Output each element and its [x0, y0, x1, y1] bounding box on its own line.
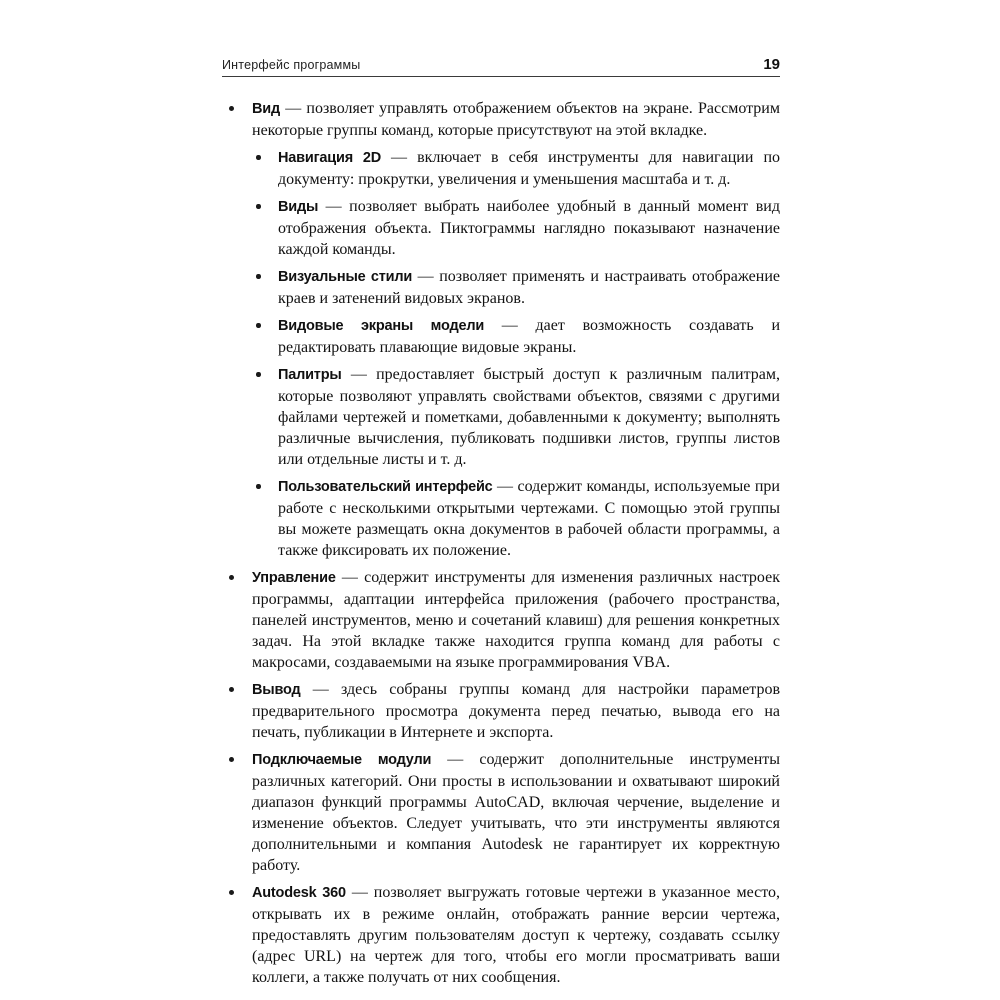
- term-label: Палитры: [278, 367, 342, 383]
- item-text: — содержит инструменты для изменения различных настроек программы, адаптации интерфейса приложения (рабочего пространства, панелей инструментов, меню и сочетаний клавиш) для решения конкретных задач. На этой вкладке также находится группа команд для работы с макросами, создаваемыми на языке программирования VBA.: [252, 569, 780, 671]
- item-text: — содержит команды, используемые при работе с несколькими открытыми чертежами. С помощью этой группы вы можете размещать окна документов в рабочей области программы, а также фиксировать их положение.: [278, 478, 780, 559]
- term-label: Навигация 2D: [278, 150, 381, 166]
- item-text: — включает в себя инструменты для навигации по документу: прокрутки, увеличения и уменьшения масштаба и т. д.: [278, 149, 780, 188]
- list-item: [222, 882, 780, 988]
- term-label: Autodesk 360: [252, 885, 346, 901]
- running-title: Интерфейс программы: [222, 58, 361, 72]
- item-text: — дает возможность создавать и редактировать плавающие видовые экраны.: [278, 317, 780, 356]
- item-text: — здесь собраны группы команд для настройки параметров предварительного просмотра документа перед печатью, вывода его на печать, публикации в Интернете и экспорта.: [252, 681, 780, 741]
- bullet-icon: [256, 204, 261, 209]
- item-text: — позволяет выбрать наиболее удобный в данный момент вид отображения объекта. Пиктограммы наглядно показывают назначение каждой команды.: [278, 198, 780, 258]
- sub-list-item: [256, 364, 780, 470]
- page-content: [222, 98, 780, 994]
- term-label: Пользовательский интерфейс: [278, 479, 493, 495]
- term-label: Вид: [252, 101, 280, 117]
- item-text: — позволяет применять и настраивать отображение краев и затенений видовых экранов.: [278, 268, 780, 307]
- bullet-icon: [229, 687, 234, 692]
- list-item: [222, 679, 780, 743]
- item-text: — позволяет выгружать готовые чертежи в указанное место, открывать их в режиме онлайн, отображать ранние версии чертежа, предоставлять другим пользователям доступ к чертежу, создавать ссылку (адрес URL) на чертеж для того, чтобы его могли просматривать ваши коллеги, а также получать от них сообщения.: [252, 884, 780, 986]
- page-header: [222, 56, 780, 73]
- bullet-icon: [229, 757, 234, 762]
- sub-list-item: [256, 476, 780, 561]
- bullet-icon: [256, 155, 261, 160]
- sub-list-item: [256, 315, 780, 358]
- item-text: — содержит дополнительные инструменты различных категорий. Они просты в использовании и охватывают широкий диапазон функций программы AutoCAD, включая черчение, выделение и изменение объектов. Следует учитывать, что эти инструменты являются дополнительными и компания Autodesk не гарантирует их корректную работу.: [252, 751, 780, 874]
- bullet-icon: [229, 890, 234, 895]
- page-number: 19: [763, 56, 780, 73]
- term-label: Видовые экраны модели: [278, 318, 485, 334]
- bullet-icon: [256, 323, 261, 328]
- bullet-icon: [256, 274, 261, 279]
- bullet-icon: [256, 484, 261, 489]
- item-text: — позволяет управлять отображением объектов на экране. Рассмотрим некоторые группы команд, которые присутствуют на этой вкладке.: [252, 100, 780, 139]
- term-label: Управление: [252, 570, 336, 586]
- sub-list-item: [256, 196, 780, 260]
- term-label: Виды: [278, 199, 319, 215]
- sub-list-item: [256, 147, 780, 190]
- sub-list: [256, 147, 780, 561]
- bullet-icon: [229, 575, 234, 580]
- bullet-icon: [229, 106, 234, 111]
- item-text: — предоставляет быстрый доступ к различным палитрам, которые позволяют управлять свойствами объектов, связями с другими файлами чертежей и пометками, добавленными к документу; выполнять различные вычисления, публиковать подшивки листов, группы листов или отдельные листы и т. д.: [278, 366, 780, 468]
- list-item: [222, 749, 780, 876]
- term-label: Вывод: [252, 682, 301, 698]
- header-rule: [222, 76, 780, 77]
- list-item: [222, 98, 780, 141]
- term-label: Подключаемые модули: [252, 752, 432, 768]
- bullet-icon: [256, 372, 261, 377]
- term-label: Визуальные стили: [278, 269, 413, 285]
- list-item: [222, 567, 780, 673]
- sub-list-item: [256, 266, 780, 309]
